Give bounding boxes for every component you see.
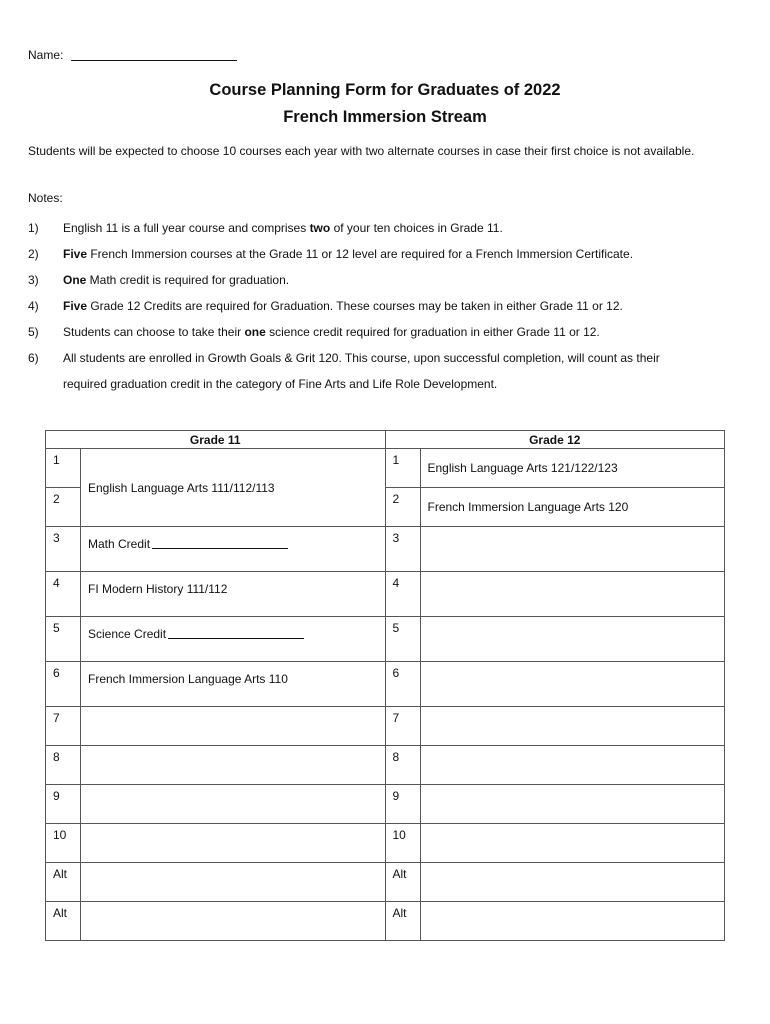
note-number: 3): [28, 273, 39, 287]
math-credit-blank-line[interactable]: [152, 538, 288, 549]
grade-11-course-cell[interactable]: French Immersion Language Arts 110: [81, 662, 386, 707]
grade-11-course-cell[interactable]: [81, 527, 386, 572]
grade-11-course-cell[interactable]: [81, 863, 386, 902]
table-row: [46, 863, 725, 902]
row-number: 7: [385, 707, 420, 746]
row-number: 2: [385, 488, 420, 527]
table-row: [46, 746, 725, 785]
row-number: 9: [385, 785, 420, 824]
row-number: 1: [46, 449, 81, 488]
grade-11-course-cell[interactable]: [81, 902, 386, 941]
row-number: 8: [385, 746, 420, 785]
note-text: English 11 is a full year course and comprises two of your ten choices in Grade 11.: [63, 221, 503, 235]
note-number: 6): [28, 351, 39, 365]
grade-11-course-cell[interactable]: [81, 617, 386, 662]
note-text-continuation: required graduation credit in the category of Fine Arts and Life Role Development.: [63, 377, 498, 391]
row-number: Alt: [385, 902, 420, 941]
grade-12-course-cell[interactable]: [420, 863, 725, 902]
grade-11-course-cell[interactable]: [81, 707, 386, 746]
row-number: 10: [46, 824, 81, 863]
table-row: [46, 824, 725, 863]
note-number: 4): [28, 299, 39, 313]
row-number: Alt: [46, 902, 81, 941]
grade-12-course-cell[interactable]: [420, 746, 725, 785]
note-text: Students can choose to take their one science credit required for graduation in either Grade 11 or 12.: [63, 325, 600, 339]
science-credit-label: Science Credit: [88, 627, 167, 641]
row-number: 10: [385, 824, 420, 863]
grade-12-course-cell[interactable]: [420, 617, 725, 662]
table-row: [46, 785, 725, 824]
grade-12-course-cell[interactable]: [420, 707, 725, 746]
grade-12-course-cell[interactable]: [420, 824, 725, 863]
note-text: Five French Immersion courses at the Grade 11 or 12 level are required for a French Immersion Certificate.: [63, 247, 634, 261]
row-number: 7: [46, 707, 81, 746]
row-number: 8: [46, 746, 81, 785]
note-text: Five Grade 12 Credits are required for Graduation. These courses may be taken in either Grade 11 or 12.: [63, 299, 623, 313]
table-row: [46, 572, 725, 617]
name-field: [28, 48, 237, 62]
grade-11-course-cell[interactable]: English Language Arts 111/112/113: [81, 449, 386, 527]
grade-12-course-cell[interactable]: French Immersion Language Arts 120: [420, 488, 725, 527]
form-subtitle: French Immersion Stream: [283, 108, 487, 126]
row-number: 5: [46, 617, 81, 662]
name-label: Name:: [28, 48, 64, 62]
course-planning-table: [45, 430, 725, 941]
note-text: All students are enrolled in Growth Goals & Grit 120. This course, upon successful completion, will count as their: [63, 351, 660, 365]
name-blank-line[interactable]: [71, 48, 237, 61]
table-header-row: [46, 431, 725, 449]
row-number: 3: [385, 527, 420, 572]
table-row: [46, 902, 725, 941]
table-row: [46, 617, 725, 662]
table-row: [46, 662, 725, 707]
grade-12-course-cell[interactable]: English Language Arts 121/122/123: [420, 449, 725, 488]
note-number: 2): [28, 247, 39, 261]
note-text: One Math credit is required for graduation.: [63, 273, 290, 287]
form-title: Course Planning Form for Graduates of 2022: [209, 81, 561, 99]
table-row: [46, 707, 725, 746]
grade-12-course-cell[interactable]: [420, 785, 725, 824]
row-number: 1: [385, 449, 420, 488]
note-number: 1): [28, 221, 39, 235]
intro-text: Students will be expected to choose 10 courses each year with two alternate courses in case their first choice is not available.: [28, 144, 695, 158]
grade-12-course-cell[interactable]: [420, 662, 725, 707]
grade-11-course-cell[interactable]: [81, 746, 386, 785]
grade-12-course-cell[interactable]: [420, 902, 725, 941]
row-number: 6: [385, 662, 420, 707]
science-credit-blank-line[interactable]: [168, 628, 304, 639]
math-credit-label: Math Credit: [88, 537, 151, 551]
table-row: [46, 527, 725, 572]
row-number: 2: [46, 488, 81, 527]
row-number: 4: [46, 572, 81, 617]
row-number: 3: [46, 527, 81, 572]
row-number: 5: [385, 617, 420, 662]
row-number: Alt: [385, 863, 420, 902]
row-number: 9: [46, 785, 81, 824]
row-number: 4: [385, 572, 420, 617]
grade-12-course-cell[interactable]: [420, 527, 725, 572]
note-number: 5): [28, 325, 39, 339]
grade-11-course-cell[interactable]: [81, 785, 386, 824]
table-row: [46, 449, 725, 488]
grade-12-course-cell[interactable]: [420, 572, 725, 617]
grade-12-header: Grade 12: [385, 431, 725, 449]
row-number: Alt: [46, 863, 81, 902]
grade-11-course-cell[interactable]: [81, 824, 386, 863]
row-number: 6: [46, 662, 81, 707]
grade-11-header: Grade 11: [46, 431, 386, 449]
grade-11-course-cell[interactable]: FI Modern History 111/112: [81, 572, 386, 617]
notes-label: Notes:: [28, 191, 63, 205]
